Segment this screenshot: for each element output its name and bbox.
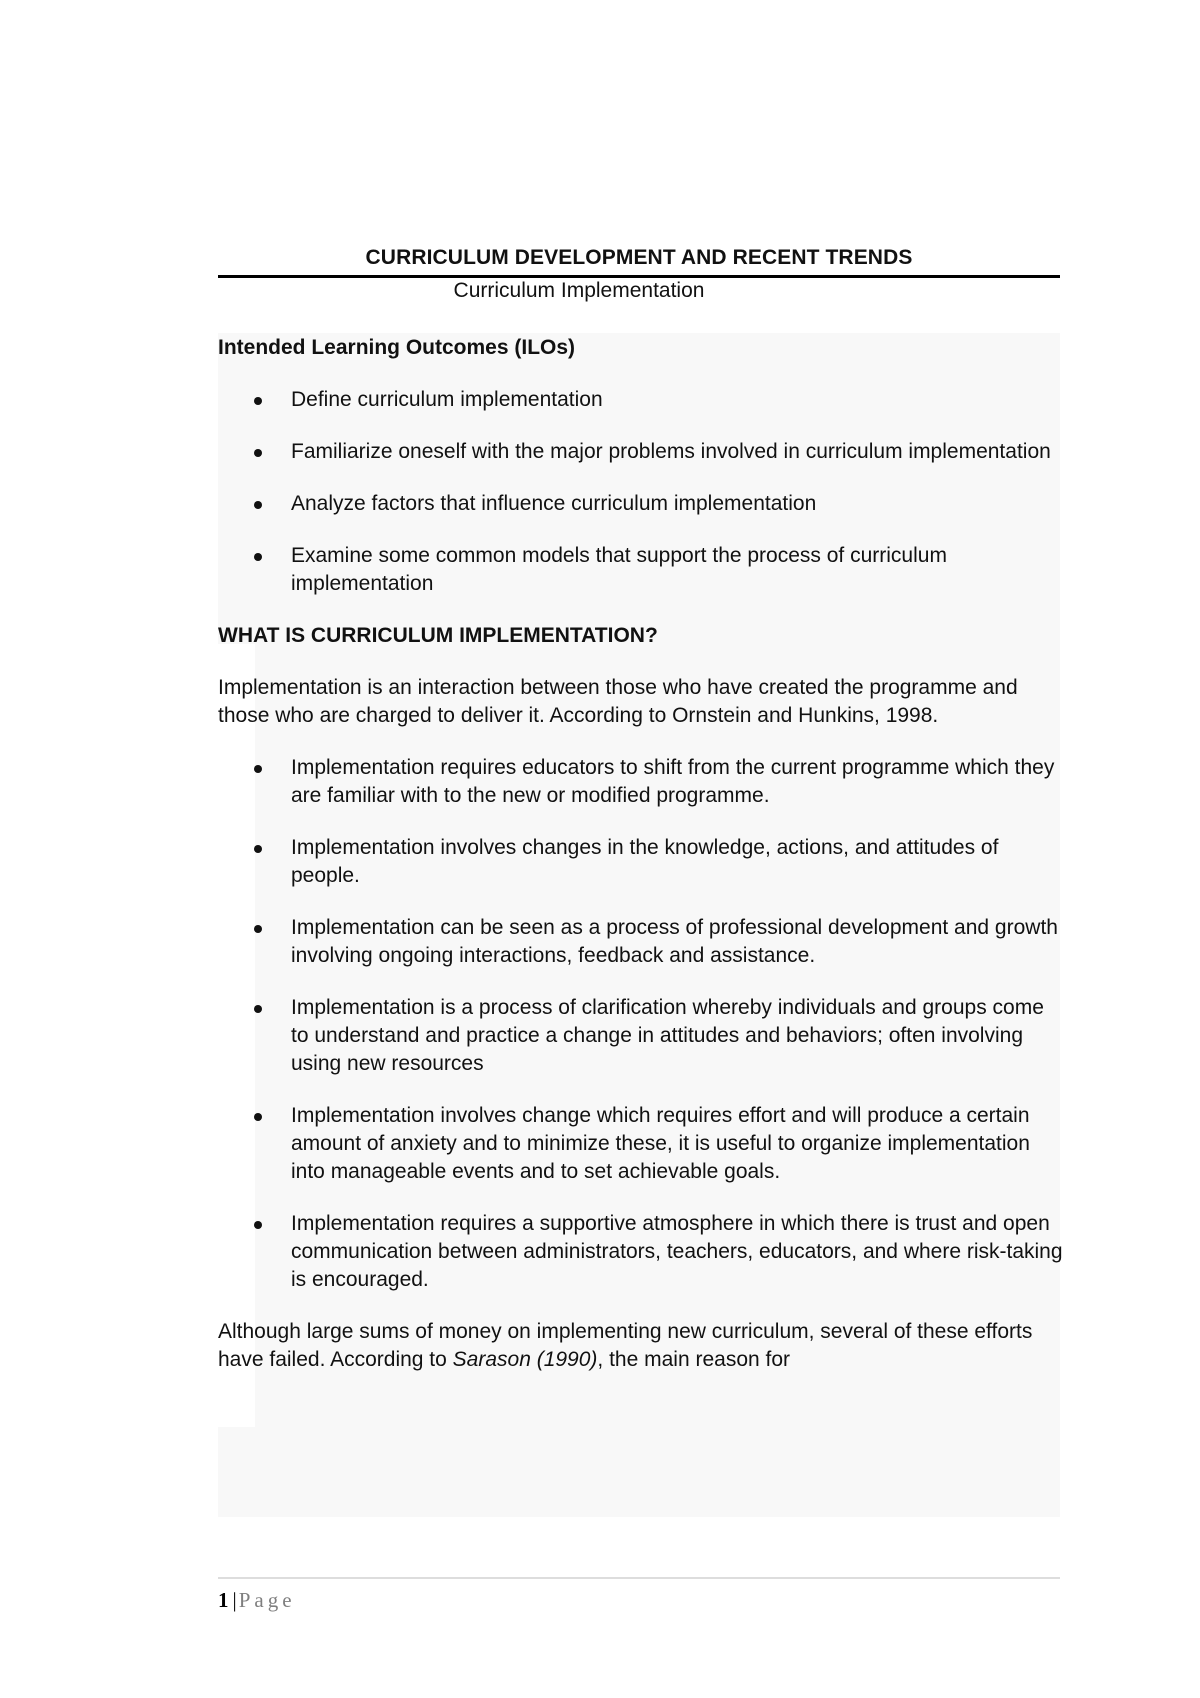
bullet-icon (254, 925, 262, 933)
list-item: Implementation involves changes in the knowledge, actions, and attitudes of people. (218, 834, 1063, 890)
document-header (218, 245, 1060, 302)
content-shading-bottom (218, 1427, 1060, 1517)
bullet-icon (254, 1221, 262, 1229)
ilos-list (218, 386, 1063, 598)
bullet-icon (254, 501, 262, 509)
ilos-heading: Intended Learning Outcomes (ILOs) (218, 336, 576, 359)
bullet-icon (254, 765, 262, 773)
document-title: CURRICULUM DEVELOPMENT AND RECENT TRENDS (218, 245, 1060, 278)
list-item: Define curriculum implementation (218, 386, 1063, 414)
page-number: 1 (218, 1588, 229, 1612)
list-item: Implementation can be seen as a process of professional development and growth involving ongoing interactions, feedback and assistance. (218, 914, 1063, 970)
citation: Sarason (1990) (452, 1348, 598, 1371)
footer-separator: | (232, 1588, 237, 1612)
bullet-icon (254, 845, 262, 853)
list-item: Implementation involves change which requires effort and will produce a certain amount of anxiety and to minimize these, it is useful to organize implementation into manageable events and to set achievable goals. (218, 1102, 1063, 1186)
list-item: Implementation requires a supportive atmosphere in which there is trust and open communication between administrators, teachers, educators, and where risk-taking is encouraged. (218, 1210, 1063, 1294)
bullet-icon (254, 1005, 262, 1013)
list-item: Familiarize oneself with the major problems involved in curriculum implementation (218, 438, 1063, 466)
document-body (218, 334, 1063, 1398)
section-intro: Implementation is an interaction between those who have created the programme and those who are charged to deliver it. According to Ornstein and Hunkins, 1998. (218, 676, 1018, 727)
section-heading: WHAT IS CURRICULUM IMPLEMENTATION? (218, 624, 658, 647)
page-label: Page (238, 1588, 296, 1612)
document-subtitle: Curriculum Implementation (453, 279, 705, 302)
list-item: Examine some common models that support the process of curriculum implementation (218, 542, 1063, 598)
closing-paragraph: Although large sums of money on implementing new curriculum, several of these efforts have failed. According to Sarason (1990), the main reason for (218, 1320, 1033, 1371)
implementation-list (218, 754, 1063, 1294)
list-item: Implementation is a process of clarification whereby individuals and groups come to understand and practice a change in attitudes and behaviors; often involving using new resources (218, 994, 1063, 1078)
bullet-icon (254, 1113, 262, 1121)
list-item: Implementation requires educators to shift from the current programme which they are familiar with to the new or modified programme. (218, 754, 1063, 810)
page-footer (218, 1577, 1060, 1613)
bullet-icon (254, 553, 262, 561)
bullet-icon (254, 449, 262, 457)
list-item: Analyze factors that influence curriculum implementation (218, 490, 1063, 518)
bullet-icon (254, 397, 262, 405)
